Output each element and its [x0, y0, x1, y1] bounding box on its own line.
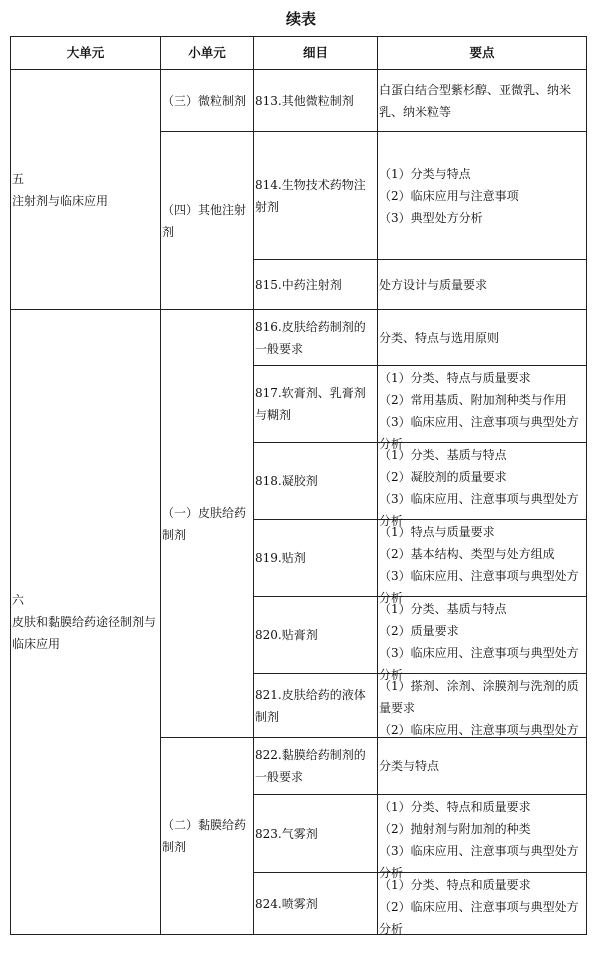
- detail-label: 815.中药注射剂: [255, 277, 342, 292]
- minor-unit-label: （二）黏膜给药制剂: [162, 818, 247, 854]
- detail-cell: [254, 310, 378, 366]
- points-list: [379, 274, 585, 296]
- detail-cell: [254, 132, 378, 260]
- minor-unit-cell: [161, 132, 254, 310]
- point-item: （1）分类、特点和质量要求: [379, 877, 531, 892]
- detail-cell: [254, 366, 378, 443]
- points-cell: [378, 738, 587, 795]
- points-cell: [378, 520, 587, 605]
- points-cell: [378, 795, 587, 880]
- major-unit-cell: [11, 310, 161, 935]
- header-points: 要点: [378, 37, 587, 70]
- points-cell: [378, 310, 587, 366]
- point-item: （2）基本结构、类型与处方组成: [379, 546, 555, 561]
- points-cell: [378, 674, 587, 738]
- detail-cell: [254, 795, 378, 873]
- points-cell: [378, 260, 587, 310]
- point-item: （3）临床应用、注意事项与典型处方分析: [379, 414, 579, 451]
- points-list: [379, 521, 585, 605]
- points-cell: [378, 873, 587, 935]
- point-item: （2）凝胶剂的质量要求: [379, 469, 507, 484]
- page-title: 续表: [285, 10, 316, 28]
- point-item: （2）临床应用、注意事项与典型处方: [379, 722, 579, 737]
- points-list: [379, 675, 585, 737]
- detail-label: 821.皮肤给药的液体制剂: [255, 687, 366, 724]
- points-list: [379, 327, 585, 349]
- point-item: （1）分类、基质与特点: [379, 447, 507, 462]
- points-list: [379, 444, 585, 528]
- point-item: 处方设计与质量要求: [379, 277, 488, 292]
- major-unit-label: 六 皮肤和黏膜给药途径制剂与临床应用: [12, 593, 157, 651]
- points-cell: [378, 597, 587, 682]
- minor-unit-label: （三）微粒制剂: [162, 93, 247, 108]
- point-item: （2）质量要求: [379, 623, 459, 638]
- point-item: （1）分类、特点和质量要求: [379, 799, 531, 814]
- point-item: （1）分类与特点: [379, 166, 471, 181]
- header-row: [11, 37, 587, 70]
- point-item: 白蛋白结合型紫杉醇、亚微乳、纳米乳、纳米粒等: [379, 82, 572, 119]
- minor-unit-cell: [161, 738, 254, 935]
- points-list: [379, 79, 585, 123]
- point-item: 分类与特点: [379, 759, 440, 773]
- detail-label: 819.贴剂: [255, 551, 306, 565]
- page-bottom-edge: [0, 936, 602, 966]
- detail-cell: [254, 674, 378, 738]
- point-item: （2）常用基质、附加剂种类与作用: [379, 392, 567, 407]
- minor-unit-cell: [161, 70, 254, 132]
- header-minor-unit: 小单元: [161, 37, 254, 70]
- detail-label: 824.喷雾剂: [255, 896, 318, 911]
- points-cell: [378, 443, 587, 528]
- point-item: （3）临床应用、注意事项与典型处方分析: [379, 568, 579, 605]
- detail-label: 813.其他微粒制剂: [255, 93, 354, 108]
- point-item: （1）特点与质量要求: [379, 524, 495, 539]
- major-unit-label: 五 注射剂与临床应用: [12, 171, 109, 208]
- header-detail: 细目: [254, 37, 378, 70]
- detail-label: 817.软膏剂、乳膏剂与糊剂: [255, 386, 366, 422]
- minor-unit-label: （一）皮肤给药制剂: [162, 505, 247, 542]
- table-row: [11, 310, 587, 366]
- minor-unit-cell: [161, 310, 254, 738]
- detail-cell: [254, 597, 378, 674]
- point-item: （1）分类、基质与特点: [379, 601, 507, 616]
- points-list: [379, 796, 585, 880]
- points-list: [379, 755, 585, 777]
- detail-label: 814.生物技术药物注射剂: [255, 177, 366, 214]
- detail-label: 823.气雾剂: [255, 826, 318, 841]
- detail-cell: [254, 260, 378, 310]
- detail-cell: [254, 520, 378, 597]
- point-item: （3）临床应用、注意事项与典型处方分析: [379, 843, 579, 880]
- detail-cell: [254, 873, 378, 935]
- points-cell: [378, 366, 587, 451]
- points-cell: [378, 70, 587, 132]
- point-item: （2）抛射剂与附加剂的种类: [379, 821, 531, 836]
- point-item: （1）搽剂、涂剂、涂膜剂与洗剂的质量要求: [379, 678, 579, 715]
- point-item: （2）临床应用、注意事项与典型处方分析: [379, 899, 579, 936]
- point-item: （3）临床应用、注意事项与典型处方分析: [379, 645, 579, 682]
- point-item: （2）临床应用与注意事项: [379, 188, 519, 203]
- points-cell: [378, 132, 587, 260]
- detail-cell: [254, 443, 378, 520]
- detail-label: 820.贴膏剂: [255, 628, 318, 642]
- points-list: [379, 367, 585, 451]
- point-item: （1）分类、特点与质量要求: [379, 370, 531, 385]
- table-row: [11, 70, 587, 132]
- points-list: [379, 598, 585, 682]
- minor-unit-label: （四）其他注射剂: [162, 202, 247, 239]
- points-list: [379, 874, 585, 934]
- detail-cell: [254, 738, 378, 795]
- syllabus-table: [10, 36, 587, 935]
- point-item: （3）典型处方分析: [379, 210, 483, 225]
- point-item: 分类、特点与选用原则: [379, 330, 500, 345]
- detail-cell: [254, 70, 378, 132]
- major-unit-cell: [11, 70, 161, 310]
- header-major-unit: 大单元: [11, 37, 161, 70]
- detail-label: 822.黏膜给药制剂的一般要求: [255, 748, 366, 784]
- detail-label: 816.皮肤给药制剂的一般要求: [255, 319, 366, 356]
- table-body: [11, 70, 587, 935]
- points-list: [379, 163, 585, 229]
- detail-label: 818.凝胶剂: [255, 474, 318, 488]
- point-item: （3）临床应用、注意事项与典型处方分析: [379, 491, 579, 528]
